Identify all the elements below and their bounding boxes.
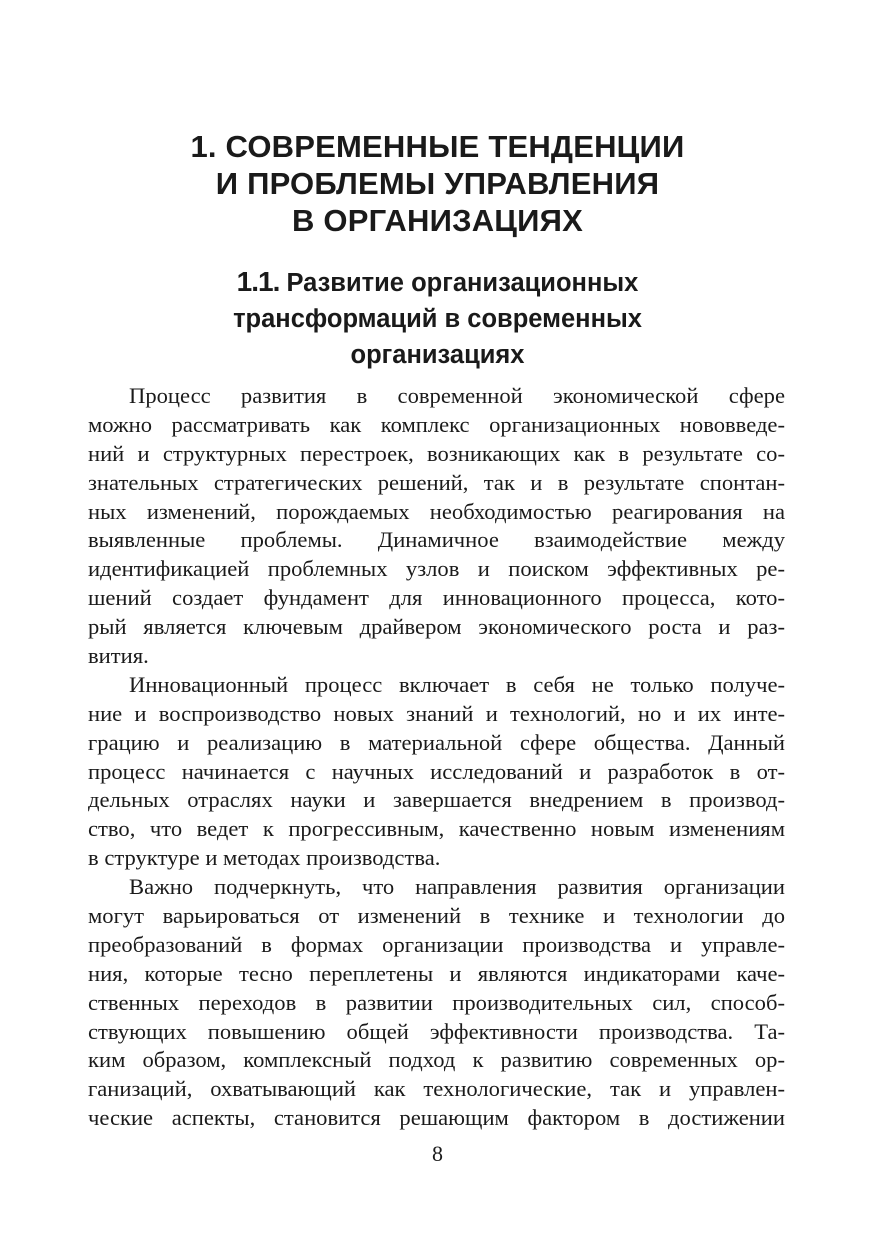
text-line: ганизаций, охватывающий как технологические, так и управлен-: [88, 1076, 785, 1102]
text-line: вития.: [88, 643, 149, 669]
text-line: преобразований в формах организации производства и управле-: [88, 931, 785, 957]
chapter-title: [0, 128, 875, 239]
text-line: выявленные проблемы. Динамичное взаимодействие между: [88, 527, 785, 553]
text-line: процесс начинается с научных исследований и разработок в от-: [88, 758, 785, 784]
text-line: ний и структурных перестроек, возникающих как в результате со-: [88, 440, 785, 466]
section-title-text: Развитие организационных: [286, 269, 639, 297]
text-line: ствующих повышению общей эффективности производства. Та-: [88, 1018, 785, 1044]
text-line: ческие аспекты, становится решающим фактором в достижении: [88, 1105, 785, 1131]
text-line: можно рассматривать как комплекс организационных нововведе-: [88, 411, 785, 437]
text-line: знательных стратегических решений, так и в результате спонтан-: [88, 469, 785, 495]
text-line: Важно подчеркнуть, что направления развития организации: [129, 874, 785, 900]
text-line: идентификацией проблемных узлов и поиском эффективных ре-: [88, 556, 785, 582]
text-line: Инновационный процесс включает в себя не только получе-: [129, 671, 785, 697]
section-title-line: организациях: [350, 341, 525, 369]
paragraph: [88, 382, 785, 671]
body-text: [88, 382, 785, 1133]
chapter-title-line: 1. СОВРЕМЕННЫЕ ТЕНДЕНЦИИ: [190, 129, 685, 164]
text-line: ство, что ведет к прогрессивным, качественно новым изменениям: [88, 816, 785, 842]
paragraph: [88, 671, 785, 873]
text-line: могут варьироваться от изменений в технике и технологии до: [88, 903, 785, 929]
chapter-title-line: И ПРОБЛЕМЫ УПРАВЛЕНИЯ: [215, 166, 660, 201]
text-line: ния, которые тесно переплетены и являются индикаторами каче-: [88, 960, 785, 986]
section-title: [0, 264, 875, 373]
text-line: шений создает фундамент для инновационного процесса, кото-: [88, 585, 785, 611]
chapter-title-line: В ОРГАНИЗАЦИЯХ: [292, 203, 583, 238]
text-line: ных изменений, порождаемых необходимостью реагирования на: [88, 498, 785, 524]
section-number: 1.1.: [236, 266, 280, 297]
text-line: дельных отраслях науки и завершается внедрением в производ-: [88, 787, 785, 813]
text-line: в структуре и методах производства.: [88, 845, 441, 871]
text-line: ким образом, комплексный подход к развитию современных ор-: [88, 1047, 785, 1073]
text-line: Процесс развития в современной экономической сфере: [129, 383, 785, 408]
text-line: ние и воспроизводство новых знаний и технологий, но и их инте-: [88, 700, 785, 726]
text-line: грацию и реализацию в материальной сфере общества. Данный: [88, 729, 785, 755]
section-title-line: [0, 264, 875, 301]
text-line: ственных переходов в развитии производительных сил, способ-: [88, 989, 785, 1015]
paragraph: [88, 873, 785, 1133]
page-number: 8: [432, 1141, 443, 1166]
section-title-line: трансформаций в современных: [233, 305, 642, 333]
text-line: рый является ключевым драйвером экономического роста и раз-: [88, 614, 785, 640]
